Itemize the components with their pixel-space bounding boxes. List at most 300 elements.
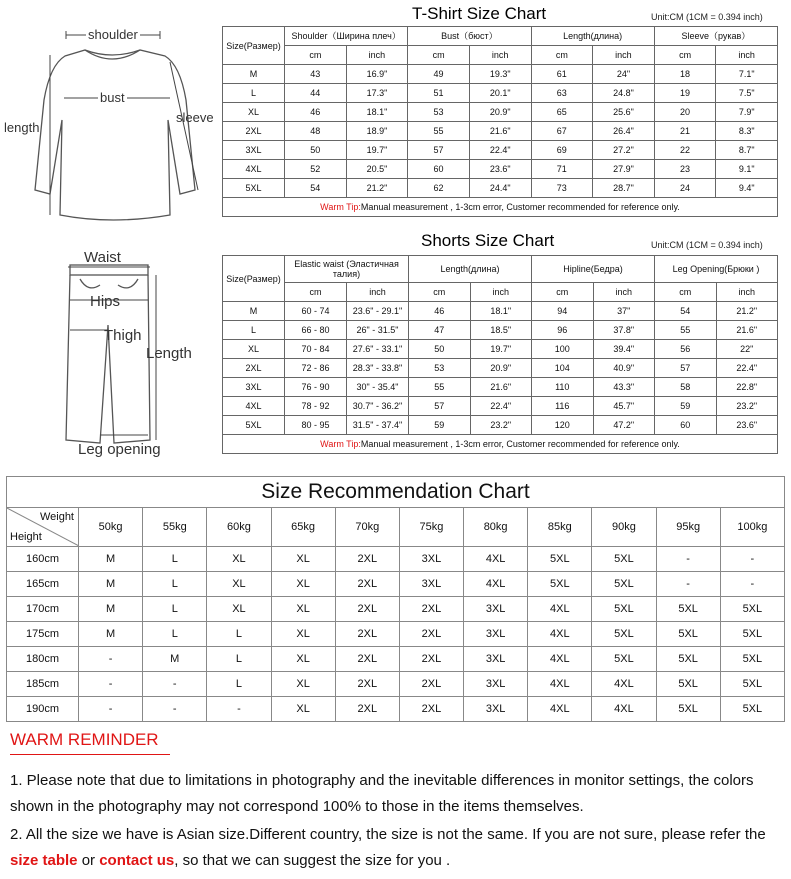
table-cell: 22.8" <box>716 378 778 397</box>
table-cell: 5XL <box>528 572 592 597</box>
table-cell: 44 <box>285 84 347 103</box>
table-cell: 5XL <box>656 647 720 672</box>
unit-inch: inch <box>716 46 778 65</box>
table-cell: 17.3" <box>346 84 408 103</box>
table-cell: 3XL <box>464 672 528 697</box>
table-cell: L <box>207 647 271 672</box>
table-cell: L <box>143 622 207 647</box>
table-cell: 72 - 86 <box>285 359 347 378</box>
weight-col-header: 55kg <box>143 508 207 547</box>
table-cell: 60 - 74 <box>285 302 347 321</box>
table-cell: 2XL <box>399 647 463 672</box>
table-row <box>223 359 778 378</box>
table-cell: 5XL <box>223 416 285 435</box>
weight-header-row <box>7 508 785 547</box>
corner-weight-label: Weight <box>39 511 74 523</box>
length-header: Length(длина) <box>531 27 654 46</box>
table-cell: 7.1" <box>716 65 778 84</box>
table-cell: L <box>143 547 207 572</box>
table-cell: 4XL <box>528 622 592 647</box>
table-cell: 4XL <box>592 697 656 722</box>
table-cell: XL <box>223 340 285 359</box>
table-cell: 9.4" <box>716 179 778 198</box>
table-cell: M <box>79 547 143 572</box>
unit-cm: cm <box>531 46 593 65</box>
table-cell: 23.6" - 29.1" <box>347 302 409 321</box>
table-cell: 28.3" - 33.8" <box>347 359 409 378</box>
warm-tip-label: Warm Tip: <box>320 439 361 449</box>
table-cell: XL <box>271 672 335 697</box>
table-cell: 27.2" <box>593 141 655 160</box>
table-cell: - <box>656 572 720 597</box>
table-cell: 50 <box>285 141 347 160</box>
table-cell: 4XL <box>528 672 592 697</box>
reminder-p2-mid: or <box>77 852 100 869</box>
table-row <box>223 122 778 141</box>
table-cell: 71 <box>531 160 593 179</box>
thigh-label: Thigh <box>104 327 142 344</box>
table-cell: 5XL <box>720 597 784 622</box>
table-cell: 100 <box>532 340 594 359</box>
table-cell: XL <box>271 697 335 722</box>
table-cell: 22" <box>716 340 778 359</box>
leg-opening-header: Leg Opening(Брюки ) <box>655 256 778 283</box>
table-cell: 4XL <box>592 672 656 697</box>
table-cell: - <box>79 672 143 697</box>
table-cell: 22.4" <box>470 397 532 416</box>
table-cell: 2XL <box>335 547 399 572</box>
elastic-waist-header: Elastic waist (Эластичная талия) <box>285 256 409 283</box>
bust-label: bust <box>100 90 125 105</box>
table-cell: 21.6" <box>470 378 532 397</box>
shorts-unit: Unit:CM (1CM = 0.394 inch) <box>651 240 763 250</box>
table-cell: - <box>656 547 720 572</box>
unit-cm: cm <box>408 46 470 65</box>
table-cell: 19.7" <box>346 141 408 160</box>
table-cell: 52 <box>285 160 347 179</box>
table-cell: 4XL <box>223 397 285 416</box>
tshirt-size-table <box>222 26 778 217</box>
table-cell: L <box>143 572 207 597</box>
table-cell: 3XL <box>464 597 528 622</box>
table-cell: 24 <box>654 179 716 198</box>
table-cell: 5XL <box>592 647 656 672</box>
length-header: Length(длина) <box>409 256 532 283</box>
table-row <box>223 321 778 340</box>
unit-inch: inch <box>593 283 655 302</box>
table-cell: 78 - 92 <box>285 397 347 416</box>
shorts-size-table <box>222 255 778 454</box>
unit-cm: cm <box>532 283 594 302</box>
table-cell: 55 <box>408 122 470 141</box>
table-cell: 3XL <box>464 647 528 672</box>
table-row <box>7 622 785 647</box>
table-cell: XL <box>207 547 271 572</box>
weight-col-header: 60kg <box>207 508 271 547</box>
table-cell: 94 <box>532 302 594 321</box>
table-cell: 5XL <box>720 672 784 697</box>
table-row <box>223 397 778 416</box>
table-cell: 20 <box>654 103 716 122</box>
table-cell: 58 <box>655 378 717 397</box>
tshirt-unit: Unit:CM (1CM = 0.394 inch) <box>651 12 763 22</box>
tshirt-rows <box>223 65 778 198</box>
table-cell: 23.2" <box>716 397 778 416</box>
table-cell: 2XL <box>335 647 399 672</box>
table-cell: 3XL <box>223 378 285 397</box>
table-cell: 5XL <box>656 697 720 722</box>
table-cell: 23 <box>654 160 716 179</box>
table-cell: 67 <box>531 122 593 141</box>
table-cell: 180cm <box>7 647 79 672</box>
weight-col-header: 65kg <box>271 508 335 547</box>
table-cell: 7.5" <box>716 84 778 103</box>
table-cell: 104 <box>532 359 594 378</box>
table-cell: 5XL <box>223 179 285 198</box>
reminder-paragraph-1: 1. Please note that due to limitations in photography and the inevitable differences in monitor settings, the colors shown in the photography may not correspond 100% to those in the items themselves. <box>10 772 754 815</box>
table-cell: 3XL <box>464 697 528 722</box>
table-row <box>7 597 785 622</box>
table-cell: 5XL <box>528 547 592 572</box>
table-cell: 5XL <box>656 672 720 697</box>
warm-tip-text: Manual measurement , 1-3cm error, Customer recommended for reference only. <box>360 202 680 212</box>
table-cell: 22.4" <box>716 359 778 378</box>
shoulder-label: shoulder <box>88 27 138 42</box>
table-cell: 49 <box>408 65 470 84</box>
table-cell: 62 <box>408 179 470 198</box>
table-cell: 66 - 80 <box>285 321 347 340</box>
table-cell: 43.3" <box>593 378 655 397</box>
table-cell: M <box>223 302 285 321</box>
table-cell: 5XL <box>656 597 720 622</box>
sleeve-header: Sleeve（рукав） <box>654 27 777 46</box>
table-row <box>223 84 778 103</box>
table-cell: 26" - 31.5" <box>347 321 409 340</box>
table-cell: 9.1" <box>716 160 778 179</box>
table-cell: M <box>79 572 143 597</box>
table-cell: - <box>143 697 207 722</box>
table-cell: 26.4" <box>593 122 655 141</box>
unit-inch: inch <box>346 46 408 65</box>
table-cell: 18.1" <box>470 302 532 321</box>
warm-reminder-heading: WARM REMINDER <box>10 730 159 749</box>
table-cell: 4XL <box>223 160 285 179</box>
sleeve-label: sleeve <box>176 110 214 125</box>
size-table-link[interactable]: size table <box>10 852 78 869</box>
table-cell: 61 <box>531 65 593 84</box>
table-cell: M <box>79 597 143 622</box>
size-header: Size(Размер) <box>223 256 285 302</box>
hipline-header: Hipline(Бедра) <box>532 256 655 283</box>
table-cell: 5XL <box>592 622 656 647</box>
table-cell: 59 <box>409 416 471 435</box>
tshirt-warm-tip <box>223 198 778 217</box>
size-recommendation-table <box>6 476 785 722</box>
shoulder-header: Shoulder（Ширина плеч） <box>285 27 408 46</box>
table-cell: XL <box>271 547 335 572</box>
table-row <box>223 141 778 160</box>
table-cell: 21.6" <box>716 321 778 340</box>
table-cell: 53 <box>408 103 470 122</box>
table-cell: 7.9" <box>716 103 778 122</box>
table-cell: 2XL <box>335 622 399 647</box>
table-cell: 53 <box>409 359 471 378</box>
table-cell: 2XL <box>399 672 463 697</box>
table-cell: L <box>143 597 207 622</box>
table-cell: 21 <box>654 122 716 141</box>
table-cell: 22 <box>654 141 716 160</box>
warm-tip-text: Manual measurement , 1-3cm error, Customer recommended for reference only. <box>360 439 680 449</box>
table-cell: 5XL <box>592 547 656 572</box>
table-cell: - <box>720 572 784 597</box>
table-cell: 16.9" <box>346 65 408 84</box>
reminder-paragraph-2 <box>10 822 785 874</box>
table-cell: 59 <box>655 397 717 416</box>
table-cell: 63 <box>531 84 593 103</box>
table-row <box>223 160 778 179</box>
table-cell: 46 <box>409 302 471 321</box>
table-cell: 2XL <box>335 697 399 722</box>
unit-cm: cm <box>285 283 347 302</box>
table-cell: 4XL <box>528 697 592 722</box>
table-cell: M <box>223 65 285 84</box>
table-cell: 8.3" <box>716 122 778 141</box>
table-cell: 23.6" <box>469 160 531 179</box>
table-cell: L <box>207 622 271 647</box>
table-cell: 23.2" <box>470 416 532 435</box>
table-cell: 24.4" <box>469 179 531 198</box>
table-cell: 46 <box>285 103 347 122</box>
table-cell: - <box>207 697 271 722</box>
table-row <box>223 65 778 84</box>
table-row <box>7 647 785 672</box>
table-cell: 2XL <box>399 622 463 647</box>
table-cell: 37.8" <box>593 321 655 340</box>
weight-col-header: 85kg <box>528 508 592 547</box>
table-cell: 20.1" <box>469 84 531 103</box>
leg-opening-label: Leg opening <box>78 441 161 458</box>
table-cell: 47.2" <box>593 416 655 435</box>
table-cell: 5XL <box>656 622 720 647</box>
table-row <box>223 378 778 397</box>
table-cell: 5XL <box>720 697 784 722</box>
table-cell: 19.7" <box>470 340 532 359</box>
unit-row <box>223 283 778 302</box>
table-cell: 3XL <box>223 141 285 160</box>
shorts-warm-tip <box>223 435 778 454</box>
unit-cm: cm <box>285 46 347 65</box>
table-cell: M <box>143 647 207 672</box>
table-cell: 20.9" <box>470 359 532 378</box>
shorts-chart-title: Shorts Size Chart <box>421 231 555 250</box>
table-cell: 185cm <box>7 672 79 697</box>
table-cell: 39.4" <box>593 340 655 359</box>
table-cell: 70 - 84 <box>285 340 347 359</box>
corner-height-label: Height <box>10 531 42 543</box>
warm-tip-label: Warm Tip: <box>320 202 361 212</box>
table-row <box>223 103 778 122</box>
table-cell: 116 <box>532 397 594 416</box>
table-cell: 4XL <box>464 572 528 597</box>
table-row <box>7 547 785 572</box>
table-cell: 24" <box>593 65 655 84</box>
unit-inch: inch <box>716 283 778 302</box>
unit-row <box>223 46 778 65</box>
table-cell: 60 <box>655 416 717 435</box>
table-cell: - <box>79 697 143 722</box>
table-cell: 23.6" <box>716 416 778 435</box>
table-cell: 2XL <box>335 672 399 697</box>
table-cell: 57 <box>409 397 471 416</box>
table-cell: 43 <box>285 65 347 84</box>
table-cell: 165cm <box>7 572 79 597</box>
table-cell: 19.3" <box>469 65 531 84</box>
table-cell: - <box>143 672 207 697</box>
weight-col-header: 50kg <box>79 508 143 547</box>
table-cell: 18.5" <box>470 321 532 340</box>
table-cell: 19 <box>654 84 716 103</box>
table-cell: 73 <box>531 179 593 198</box>
table-cell: 18.9" <box>346 122 408 141</box>
table-cell: 5XL <box>592 597 656 622</box>
table-cell: 45.7" <box>593 397 655 416</box>
table-cell: 57 <box>408 141 470 160</box>
hips-label: Hips <box>90 293 121 310</box>
table-cell: 21.2" <box>716 302 778 321</box>
table-cell: 110 <box>532 378 594 397</box>
table-cell: 190cm <box>7 697 79 722</box>
table-cell: 80 - 95 <box>285 416 347 435</box>
table-cell: 27.6" - 33.1" <box>347 340 409 359</box>
table-row <box>223 179 778 198</box>
tshirt-figure <box>0 20 220 230</box>
contact-us-link[interactable]: contact us <box>99 852 175 869</box>
shorts-rows <box>223 302 778 435</box>
table-cell: 65 <box>531 103 593 122</box>
table-cell: 21.6" <box>469 122 531 141</box>
table-cell: 69 <box>531 141 593 160</box>
table-cell: 5XL <box>720 622 784 647</box>
table-cell: 120 <box>532 416 594 435</box>
table-cell: 170cm <box>7 597 79 622</box>
table-cell: 5XL <box>592 572 656 597</box>
bust-header: Bust（бюст） <box>408 27 531 46</box>
tshirt-chart-title: T-Shirt Size Chart <box>412 4 547 23</box>
table-cell: 20.5" <box>346 160 408 179</box>
unit-inch: inch <box>347 283 409 302</box>
table-cell: 25.6" <box>593 103 655 122</box>
recommendation-title: Size Recommendation Chart <box>7 477 785 508</box>
table-cell: 47 <box>409 321 471 340</box>
table-cell: 50 <box>409 340 471 359</box>
weight-col-header: 80kg <box>464 508 528 547</box>
table-cell: 8.7" <box>716 141 778 160</box>
table-cell: 57 <box>655 359 717 378</box>
unit-inch: inch <box>469 46 531 65</box>
weight-col-header: 75kg <box>399 508 463 547</box>
table-cell: 51 <box>408 84 470 103</box>
table-cell: 22.4" <box>469 141 531 160</box>
table-row <box>7 672 785 697</box>
table-cell: XL <box>207 597 271 622</box>
table-cell: 4XL <box>528 597 592 622</box>
table-cell: 5XL <box>720 647 784 672</box>
table-cell: XL <box>207 572 271 597</box>
table-cell: L <box>207 672 271 697</box>
weight-col-header: 100kg <box>720 508 784 547</box>
table-cell: - <box>720 547 784 572</box>
table-row <box>223 340 778 359</box>
table-cell: 28.7" <box>593 179 655 198</box>
table-cell: 31.5" - 37.4" <box>347 416 409 435</box>
table-cell: 55 <box>409 378 471 397</box>
weight-col-header: 95kg <box>656 508 720 547</box>
table-cell: L <box>223 321 285 340</box>
unit-inch: inch <box>593 46 655 65</box>
size-header: Size(Размер) <box>223 27 285 65</box>
table-cell: 30" - 35.4" <box>347 378 409 397</box>
table-cell: 37" <box>593 302 655 321</box>
table-cell: 54 <box>285 179 347 198</box>
table-cell: 96 <box>532 321 594 340</box>
unit-cm: cm <box>655 283 717 302</box>
table-row <box>7 697 785 722</box>
table-cell: XL <box>271 597 335 622</box>
weight-col-header: 90kg <box>592 508 656 547</box>
table-cell: XL <box>223 103 285 122</box>
table-cell: XL <box>271 572 335 597</box>
table-cell: XL <box>271 647 335 672</box>
table-cell: 4XL <box>528 647 592 672</box>
table-cell: 56 <box>655 340 717 359</box>
table-cell: 40.9" <box>593 359 655 378</box>
reminder-p2-text: 2. All the size we have is Asian size.Different country, the size is not the same. If you are not sure, please refer the <box>10 826 766 843</box>
table-row <box>7 572 785 597</box>
shorts-figure <box>0 245 220 465</box>
table-cell: 48 <box>285 122 347 141</box>
table-cell: 2XL <box>399 697 463 722</box>
table-cell: 2XL <box>223 122 285 141</box>
table-row <box>223 302 778 321</box>
recommendation-rows <box>7 547 785 722</box>
table-cell: 3XL <box>464 622 528 647</box>
table-cell: - <box>79 647 143 672</box>
table-cell: XL <box>271 622 335 647</box>
table-cell: 2XL <box>223 359 285 378</box>
reminder-p2-end: , so that we can suggest the size for you . <box>174 852 451 869</box>
table-cell: 30.7" - 36.2" <box>347 397 409 416</box>
table-cell: 18 <box>654 65 716 84</box>
table-cell: 60 <box>408 160 470 179</box>
warm-reminder-underline <box>10 754 170 755</box>
table-cell: 54 <box>655 302 717 321</box>
table-cell: 175cm <box>7 622 79 647</box>
waist-label: Waist <box>84 249 121 266</box>
table-cell: 2XL <box>335 572 399 597</box>
table-cell: M <box>79 622 143 647</box>
weight-col-header: 70kg <box>335 508 399 547</box>
length-label: length <box>4 120 40 135</box>
table-cell: 76 - 90 <box>285 378 347 397</box>
table-cell: 2XL <box>399 597 463 622</box>
table-cell: 3XL <box>399 547 463 572</box>
table-cell: 21.2" <box>346 179 408 198</box>
table-row <box>223 416 778 435</box>
unit-cm: cm <box>654 46 716 65</box>
table-cell: 160cm <box>7 547 79 572</box>
table-cell: 24.8" <box>593 84 655 103</box>
table-cell: 27.9" <box>593 160 655 179</box>
